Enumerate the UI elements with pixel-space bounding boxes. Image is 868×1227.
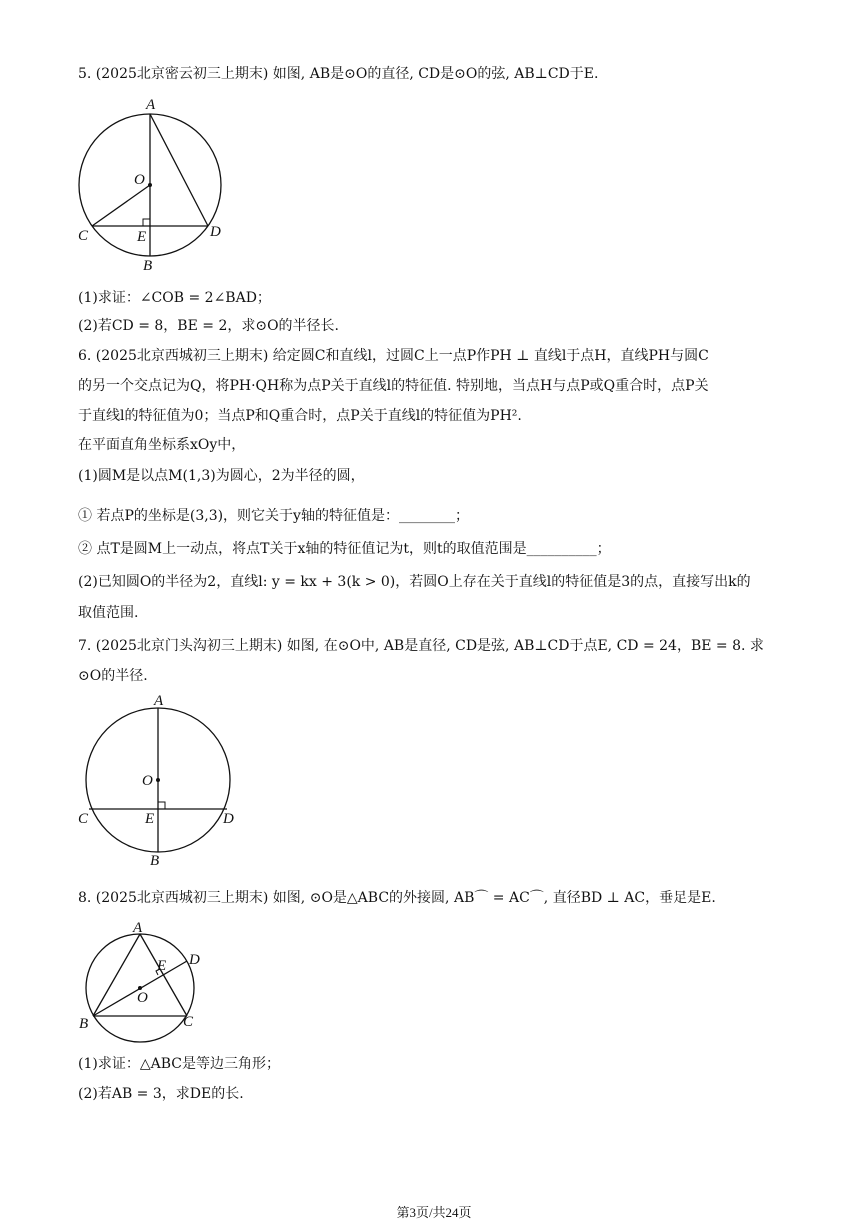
label-a: A: [146, 97, 156, 113]
right-angle-mark: [158, 802, 165, 809]
label-a: A: [154, 693, 164, 709]
label-e: E: [145, 811, 155, 827]
problem-8-part-1: (1)求证：△ABC是等边三角形；: [78, 1056, 280, 1072]
page-number-footer: 第3页/共24页: [396, 1205, 472, 1220]
segment-oc: [92, 185, 150, 226]
problem-6-line-1: 6. (2025北京西城初三上期末) 给定圆C和直线l，过圆C上一点P作PH ⊥ 直线l于点H，直线PH与圆C: [78, 348, 709, 364]
problem-6-line-4: 在平面直角坐标系xOy中，: [78, 437, 246, 453]
label-o: O: [134, 172, 145, 188]
problem-6-line-9: 取值范围.: [78, 605, 139, 621]
label-b: B: [79, 1016, 89, 1032]
label-c: C: [183, 1014, 194, 1030]
label-b: B: [150, 853, 160, 869]
label-c: C: [78, 811, 89, 827]
label-o: O: [142, 773, 153, 789]
problem-6-line-2: 的另一个交点记为Q，将PH·QH称为点P关于直线l的特征值. 特别地，当点H与点P或Q重合时，点P关: [78, 378, 709, 394]
center-dot: [148, 183, 152, 187]
problem-6-line-3: 于直线l的特征值为0；当点P和Q重合时，点P关于直线l的特征值为PH².: [78, 408, 522, 424]
problem-8-statement: 8. (2025北京西城初三上期末) 如图, ⊙O是△ABC的外接圆, AB⌒ = AC⌒, 直径BD ⊥ AC，垂足是E.: [78, 890, 716, 906]
problem-5-part-2: (2)若CD = 8，BE = 2，求⊙O的半径长.: [78, 318, 340, 334]
problem-6-line-5: (1)圆M是以点M(1,3)为圆心，2为半径的圆，: [78, 468, 365, 484]
problem-5-figure: [70, 95, 240, 275]
problem-7-line-2: ⊙O的半径.: [78, 668, 148, 684]
right-angle-mark: [143, 219, 150, 226]
label-e: E: [157, 958, 167, 974]
problem-6-line-6: ① 若点P的坐标是(3,3)，则它关于y轴的特征值是：________；: [78, 508, 469, 524]
label-a: A: [133, 920, 143, 936]
problem-6-line-8: (2)已知圆O的半径为2，直线l: y = kx + 3(k > 0)，若圆O上存在关于直线l的特征值是3的点，直接写出k的: [78, 574, 751, 590]
problem-5-part-1: (1)求证：∠COB = 2∠BAD；: [78, 290, 271, 306]
problem-7-line-1: 7. (2025北京门头沟初三上期末) 如图, 在⊙O中, AB是直径, CD是弦, AB⊥CD于点E, CD = 24，BE = 8. 求: [78, 638, 764, 654]
label-d: D: [210, 224, 221, 240]
problem-6-line-7: ② 点T是圆M上一动点，将点T关于x轴的特征值记为t，则t的取值范围是__________；: [78, 541, 611, 557]
label-b: B: [143, 258, 153, 274]
label-c: C: [78, 228, 89, 244]
problem-8-figure: [72, 918, 212, 1038]
label-d: D: [223, 811, 234, 827]
label-d: D: [189, 952, 200, 968]
center-dot: [156, 778, 160, 782]
segment-ad: [150, 114, 208, 226]
label-e: E: [137, 229, 147, 245]
side-ab: [93, 934, 140, 1016]
problem-7-figure: [72, 692, 247, 872]
problem-5-statement: 5. (2025北京密云初三上期末) 如图, AB是⊙O的直径, CD是⊙O的弦, AB⊥CD于E.: [78, 66, 599, 82]
label-o: O: [137, 990, 148, 1006]
problem-8-part-2: (2)若AB = 3，求DE的长.: [78, 1086, 244, 1102]
